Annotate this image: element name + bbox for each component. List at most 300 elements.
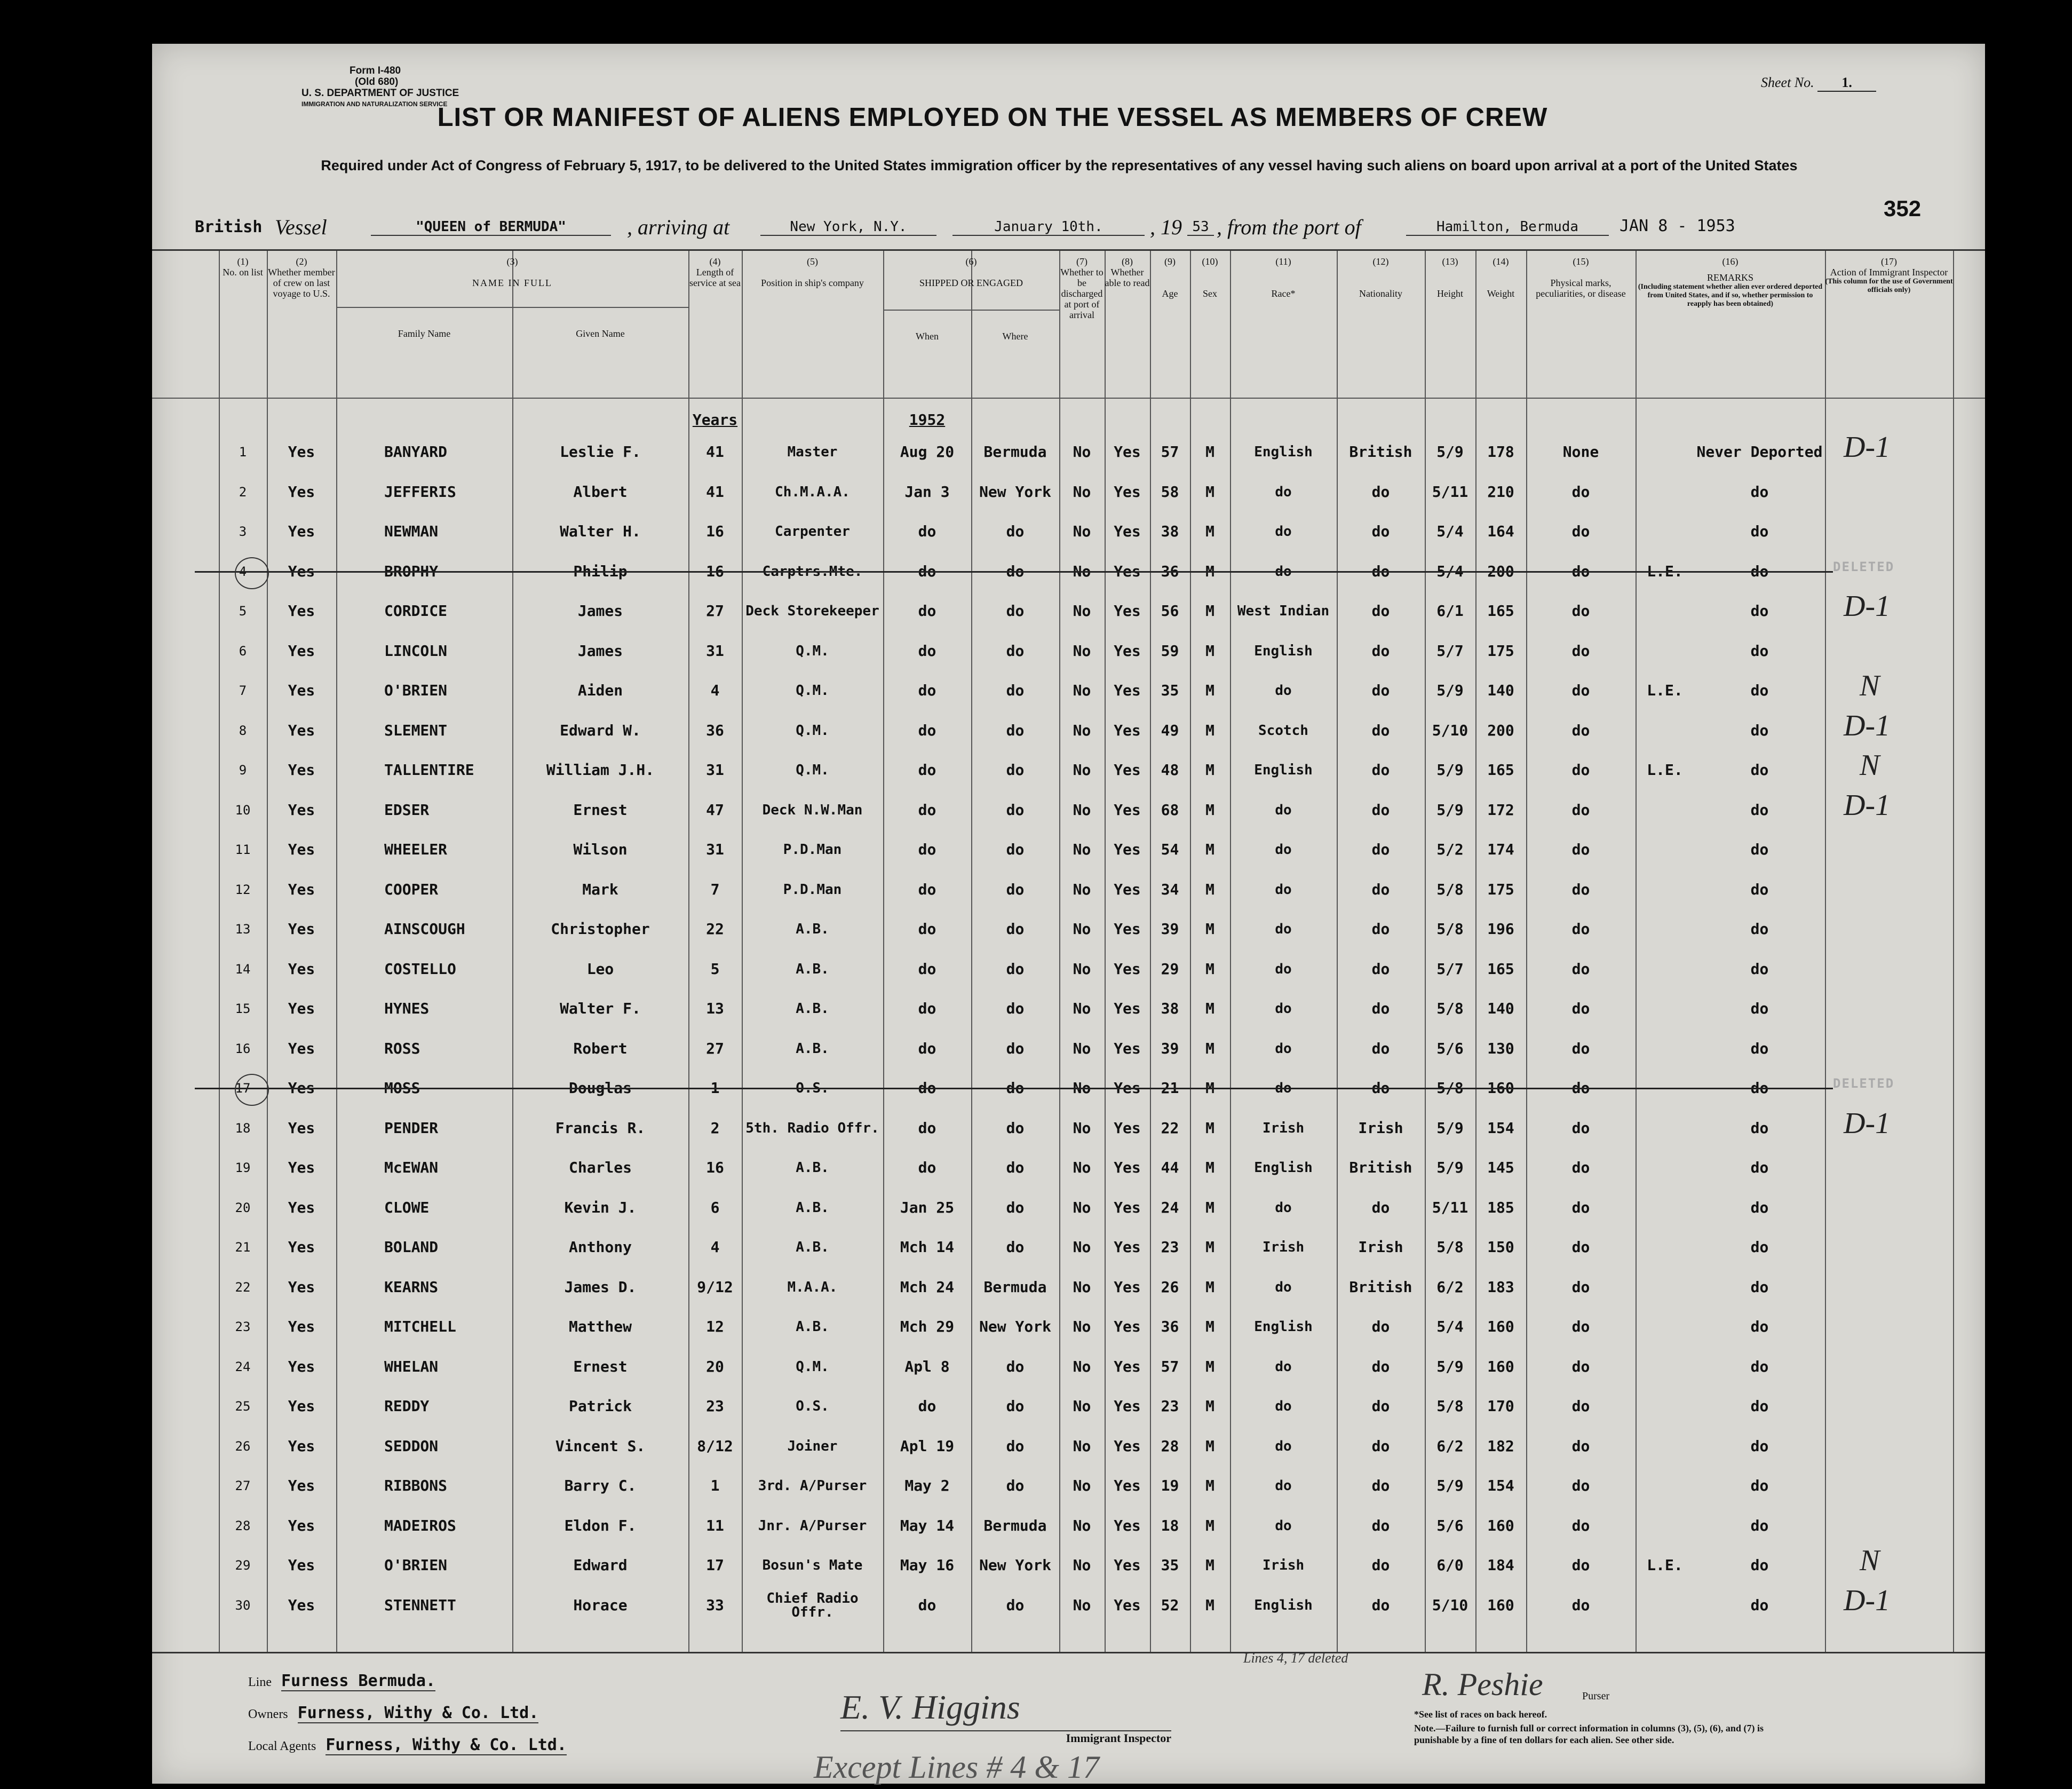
cell-sex: M: [1205, 1159, 1214, 1176]
cell-read: Yes: [1114, 1238, 1141, 1256]
cell-where: do: [1006, 1238, 1025, 1256]
cell-sex: M: [1205, 642, 1214, 660]
cell-remarks: do: [1750, 801, 1769, 819]
strike-through-line: [195, 571, 1833, 573]
cell-crew: Yes: [288, 1000, 315, 1017]
cell-marks: do: [1571, 880, 1590, 898]
table-row: [152, 1307, 1985, 1347]
cell-when: May 14: [900, 1516, 955, 1534]
cell-given: Douglas: [568, 1079, 632, 1097]
cell-marks: do: [1571, 1238, 1590, 1256]
cell-nationality: British: [1349, 1159, 1412, 1176]
sheet-number-value: 1.: [1817, 75, 1876, 92]
cell-given: James D.: [564, 1278, 637, 1296]
cell-remarks: do: [1750, 1397, 1769, 1415]
cell-remarks: Never Deported: [1696, 443, 1823, 461]
cell-read: Yes: [1114, 1039, 1141, 1057]
cell-crew: Yes: [288, 721, 315, 739]
cell-sex: M: [1205, 1278, 1214, 1296]
cell-service: 1: [710, 1477, 720, 1494]
cell-sex: M: [1205, 920, 1214, 938]
table-row: [152, 1148, 1985, 1188]
cell-nationality: do: [1371, 1198, 1390, 1216]
cell-marks: do: [1571, 1357, 1590, 1375]
cell-where: do: [1006, 1437, 1025, 1455]
cell-nationality: do: [1371, 1437, 1390, 1455]
cell-read: Yes: [1114, 1159, 1141, 1176]
cell-position: Q.M.: [796, 762, 829, 778]
cell-nationality: do: [1371, 1397, 1390, 1415]
cell-discharged: No: [1073, 1238, 1091, 1256]
cell-when: do: [918, 960, 936, 978]
cell-when: May 16: [900, 1556, 955, 1574]
cell-crew: Yes: [288, 1437, 315, 1455]
cell-age: 58: [1161, 482, 1179, 501]
inspector-signature: E. V. Higgins: [840, 1688, 1020, 1726]
cell-when: do: [918, 1596, 936, 1614]
header-position: (5) Position in ship's company: [761, 256, 864, 288]
cell-weight: 196: [1487, 920, 1514, 938]
cell-nationality: do: [1371, 1000, 1390, 1017]
cell-age: 34: [1161, 880, 1179, 898]
cell-discharged: No: [1073, 1596, 1091, 1614]
cell-given: Patrick: [568, 1397, 632, 1415]
cell-weight: 183: [1487, 1278, 1514, 1296]
cell-discharged: No: [1073, 1357, 1091, 1375]
cell-marks: do: [1571, 1516, 1590, 1534]
manifest-sheet: [152, 44, 1985, 1784]
cell-sex: M: [1205, 1477, 1214, 1494]
line-value: Furness Bermuda.: [281, 1672, 436, 1690]
table-row: [152, 1387, 1985, 1426]
cell-service: 9/12: [697, 1278, 733, 1296]
cell-weight: 165: [1487, 761, 1514, 779]
cell-family: CLOWE: [384, 1198, 430, 1216]
cell-age: 24: [1161, 1198, 1179, 1216]
cell-where: do: [1006, 1159, 1025, 1176]
cell-no: 24: [235, 1359, 251, 1374]
cell-family: SEDDON: [384, 1437, 439, 1455]
cell-race: West Indian: [1237, 603, 1330, 619]
cell-height: 5/8: [1436, 1079, 1464, 1097]
cell-weight: 154: [1487, 1477, 1514, 1494]
cell-marks: do: [1571, 1278, 1590, 1296]
cell-race: do: [1275, 961, 1292, 977]
cell-weight: 175: [1487, 880, 1514, 898]
cell-weight: 140: [1487, 682, 1514, 699]
cell-height: 5/9: [1436, 682, 1464, 699]
cell-weight: 160: [1487, 1516, 1514, 1534]
cell-no: 9: [239, 763, 247, 778]
cell-crew: Yes: [288, 880, 315, 898]
cell-position: A.B.: [796, 1319, 829, 1335]
cell-height: 5/2: [1436, 841, 1464, 858]
cell-where: do: [1006, 1198, 1025, 1216]
cell-service: 5: [710, 960, 720, 978]
cell-nationality: Irish: [1358, 1119, 1403, 1137]
cell-position: A.B.: [796, 1199, 829, 1216]
cell-when: Mch 14: [900, 1238, 955, 1256]
cell-race: English: [1254, 1160, 1313, 1176]
cell-crew: Yes: [288, 841, 315, 858]
cell-when: do: [918, 1000, 936, 1017]
cell-marks: do: [1571, 482, 1590, 501]
cell-no: 10: [235, 802, 251, 818]
cell-read: Yes: [1114, 1556, 1141, 1574]
cell-no: 20: [235, 1200, 251, 1215]
cell-height: 5/10: [1432, 721, 1468, 739]
inspector-action-mark: D-1: [1844, 1584, 1891, 1617]
cell-age: 23: [1161, 1397, 1179, 1415]
cell-height: 5/4: [1436, 1318, 1464, 1335]
cell-service: 47: [706, 801, 724, 819]
cell-discharged: No: [1073, 1278, 1091, 1296]
cell-where: New York: [979, 1318, 1051, 1335]
cell-marks: do: [1571, 562, 1590, 580]
cell-sex: M: [1205, 880, 1214, 898]
cell-weight: 210: [1487, 482, 1514, 501]
cell-remarks: do: [1750, 482, 1769, 501]
cell-marks: do: [1571, 682, 1590, 699]
cell-crew: Yes: [288, 1596, 315, 1614]
table-row: [152, 1228, 1985, 1267]
cell-marks: do: [1571, 1000, 1590, 1017]
service-unit-label: Years: [692, 411, 738, 429]
cell-position: Joiner: [787, 1438, 838, 1454]
table-row: [152, 671, 1985, 710]
cell-service: 31: [706, 642, 724, 660]
cell-marks: do: [1571, 1397, 1590, 1415]
cell-read: Yes: [1114, 920, 1141, 938]
punch-hole: [67, 535, 98, 563]
strike-through-line: [195, 1088, 1833, 1089]
cell-race: do: [1275, 1478, 1292, 1494]
lines-deleted-note: Lines 4, 17 deleted: [1243, 1650, 1348, 1666]
cell-position: A.B.: [796, 1040, 829, 1057]
cell-marks: do: [1571, 602, 1590, 620]
cell-position: A.B.: [796, 961, 829, 977]
cell-nationality: do: [1371, 1079, 1390, 1097]
cell-weight: 185: [1487, 1198, 1514, 1216]
cell-weight: 160: [1487, 1596, 1514, 1614]
cell-family: MADEIROS: [384, 1516, 456, 1534]
cell-given: Francis R.: [555, 1119, 646, 1137]
cell-given: Ernest: [573, 1357, 628, 1375]
cell-marks: do: [1571, 1437, 1590, 1455]
cell-when: May 2: [904, 1477, 950, 1494]
inspector-action-mark: D-1: [1844, 709, 1891, 742]
deleted-stamp: DELETED: [1833, 1076, 1895, 1091]
cell-age: 48: [1161, 761, 1179, 779]
cell-remarks: do: [1750, 562, 1769, 580]
cell-age: 22: [1161, 1119, 1179, 1137]
table-row: [152, 1029, 1985, 1068]
cell-age: 28: [1161, 1437, 1179, 1455]
department-name: U. S. DEPARTMENT OF JUSTICE: [301, 88, 459, 99]
cell-discharged: No: [1073, 1039, 1091, 1057]
cell-service: 6: [710, 1198, 720, 1216]
cell-sex: M: [1205, 801, 1214, 819]
cell-family: TALLENTIRE: [384, 761, 474, 779]
cell-when: do: [918, 761, 936, 779]
cell-service: 27: [706, 602, 724, 620]
cell-given: Vincent S.: [555, 1437, 646, 1455]
cell-le: [1636, 1109, 1694, 1148]
cell-crew: Yes: [288, 523, 315, 540]
cell-given: Leo: [586, 960, 614, 978]
cell-read: Yes: [1114, 602, 1141, 620]
table-row: [152, 1506, 1985, 1546]
inspector-action-mark: D-1: [1844, 1106, 1891, 1140]
cell-race: do: [1275, 1279, 1292, 1295]
cell-service: 22: [706, 920, 724, 938]
header-given-name: Given Name: [576, 328, 625, 339]
cell-height: 5/9: [1436, 1159, 1464, 1176]
cell-nationality: do: [1371, 880, 1390, 898]
cell-no: 14: [235, 961, 251, 977]
cell-discharged: No: [1073, 1318, 1091, 1335]
cell-remarks: do: [1750, 1079, 1769, 1097]
cell-when: do: [918, 1039, 936, 1057]
cell-height: 5/4: [1436, 523, 1464, 540]
cell-read: Yes: [1114, 1000, 1141, 1017]
cell-read: Yes: [1114, 880, 1141, 898]
cell-le: [1636, 1148, 1694, 1188]
cell-position: 5th. Radio Offr.: [745, 1120, 879, 1136]
departure-port: Hamilton, Bermuda: [1406, 219, 1609, 236]
cell-nationality: do: [1371, 682, 1390, 699]
cell-where: do: [1006, 920, 1025, 938]
vessel-info-line: [195, 215, 1929, 241]
cell-le: [1636, 631, 1694, 671]
cell-when: Mch 24: [900, 1278, 955, 1296]
cell-where: do: [1006, 801, 1025, 819]
cell-given: Walter F.: [560, 1000, 641, 1017]
cell-where: do: [1006, 642, 1025, 660]
cell-where: do: [1006, 523, 1025, 540]
cell-height: 5/11: [1432, 482, 1468, 501]
cell-where: do: [1006, 682, 1025, 699]
cell-nationality: do: [1371, 1318, 1390, 1335]
cell-le: [1636, 1506, 1694, 1546]
table-row: [152, 711, 1985, 750]
cell-race: do: [1275, 921, 1292, 937]
cell-when: do: [918, 841, 936, 858]
cell-le: [1636, 870, 1694, 909]
purser-signature: R. Peshie: [1422, 1667, 1543, 1702]
cell-race: do: [1275, 842, 1292, 858]
cell-race: do: [1275, 484, 1292, 500]
cell-no: 21: [235, 1240, 251, 1255]
cell-position: M.A.A.: [787, 1279, 838, 1295]
cell-height: 5/7: [1436, 960, 1464, 978]
cell-race: do: [1275, 1199, 1292, 1216]
cell-read: Yes: [1114, 801, 1141, 819]
cell-remarks: do: [1750, 1278, 1769, 1296]
cell-le: [1636, 1029, 1694, 1068]
cell-nationality: do: [1371, 562, 1390, 580]
cell-weight: 170: [1487, 1397, 1514, 1415]
cell-discharged: No: [1073, 682, 1091, 699]
cell-family: BANYARD: [384, 443, 448, 461]
cell-where: do: [1006, 1039, 1025, 1057]
cell-no: 17: [235, 1081, 251, 1096]
cell-sex: M: [1205, 761, 1214, 779]
header-race: (11) Race*: [1271, 256, 1296, 299]
cell-where: Bermuda: [983, 1278, 1047, 1296]
table-row: [152, 989, 1985, 1028]
cell-read: Yes: [1114, 1397, 1141, 1415]
cell-family: STENNETT: [384, 1596, 456, 1614]
cell-discharged: No: [1073, 482, 1091, 501]
local-agents-field: Local Agents Furness, Withy & Co. Ltd.: [248, 1736, 567, 1754]
cell-where: do: [1006, 1357, 1025, 1375]
header-no: (1) No. on list: [223, 256, 263, 278]
penalty-note: Note.—Failure to furnish full or correct information in columns (3), (5), (6), and (7) is punishable by a fine of ten dollars for each alien. See other side.: [1414, 1723, 1764, 1745]
cell-remarks: do: [1750, 920, 1769, 938]
cell-family: JEFFERIS: [384, 482, 456, 501]
cell-le: [1636, 949, 1694, 989]
table-row: [152, 1106, 1985, 1148]
cell-position: Carptrs.Mte.: [762, 563, 863, 580]
cell-discharged: No: [1073, 761, 1091, 779]
cell-weight: 200: [1487, 562, 1514, 580]
cell-family: BOLAND: [384, 1238, 439, 1256]
cell-weight: 145: [1487, 1159, 1514, 1176]
cell-le: [1636, 790, 1694, 830]
cell-service: 17: [706, 1556, 724, 1574]
cell-discharged: No: [1073, 880, 1091, 898]
cell-age: 38: [1161, 1000, 1179, 1017]
cell-sex: M: [1205, 1238, 1214, 1256]
cell-discharged: No: [1073, 801, 1091, 819]
cell-sex: M: [1205, 1357, 1214, 1375]
cell-nationality: British: [1349, 443, 1412, 461]
cell-family: NEWMAN: [384, 523, 439, 540]
table-row: [152, 1347, 1985, 1387]
cell-remarks: do: [1750, 1238, 1769, 1256]
cell-crew: Yes: [288, 801, 315, 819]
cell-weight: 160: [1487, 1079, 1514, 1097]
cell-sex: M: [1205, 721, 1214, 739]
cell-family: O'BRIEN: [384, 1556, 448, 1574]
cell-family: WHELAN: [384, 1357, 439, 1375]
cell-remarks: do: [1750, 1477, 1769, 1494]
cell-marks: do: [1571, 523, 1590, 540]
cell-sex: M: [1205, 443, 1214, 461]
cell-given: Wilson: [573, 841, 628, 858]
cell-no: 13: [235, 922, 251, 937]
cell-marks: do: [1571, 1079, 1590, 1097]
cell-remarks: do: [1750, 642, 1769, 660]
cell-sex: M: [1205, 482, 1214, 501]
cell-marks: do: [1571, 1039, 1590, 1057]
cell-where: do: [1006, 841, 1025, 858]
cell-age: 52: [1161, 1596, 1179, 1614]
cell-given: Anthony: [568, 1238, 632, 1256]
cell-weight: 130: [1487, 1039, 1514, 1057]
cell-le: [1636, 1307, 1694, 1347]
cell-weight: 174: [1487, 841, 1514, 858]
cell-when: do: [918, 1119, 936, 1137]
cell-no: 3: [239, 524, 247, 539]
cell-age: 19: [1161, 1477, 1179, 1494]
header-weight: (14) Weight: [1487, 256, 1515, 299]
cell-marks: do: [1571, 642, 1590, 660]
header-name-in-full: (3) NAME IN FULL: [472, 256, 552, 288]
cell-nationality: do: [1371, 1477, 1390, 1494]
cell-read: Yes: [1114, 1477, 1141, 1494]
cell-no: 2: [239, 484, 247, 500]
inspector-action-mark: N: [1860, 669, 1880, 702]
cell-service: 16: [706, 1159, 724, 1176]
cell-le: [1636, 1387, 1694, 1426]
cell-crew: Yes: [288, 1159, 315, 1176]
cell-race: do: [1275, 802, 1292, 818]
cell-discharged: No: [1073, 1477, 1091, 1494]
cell-where: do: [1006, 1119, 1025, 1137]
cell-race: do: [1275, 563, 1292, 580]
header-able-to-read: (8) Whether able to read: [1105, 256, 1150, 288]
cell-read: Yes: [1114, 1596, 1141, 1614]
cell-crew: Yes: [288, 1119, 315, 1137]
cell-race: English: [1254, 444, 1313, 460]
cell-race: do: [1275, 1438, 1292, 1454]
page-number: 352: [1884, 196, 1922, 221]
cell-given: Matthew: [568, 1318, 632, 1335]
cell-crew: Yes: [288, 482, 315, 501]
cell-le: [1636, 711, 1694, 750]
cell-given: Philip: [573, 562, 628, 580]
header-nationality: (12) Nationality: [1359, 256, 1402, 299]
cell-when: do: [918, 880, 936, 898]
cell-no: 30: [235, 1597, 251, 1613]
cell-sex: M: [1205, 1397, 1214, 1415]
cell-nationality: Irish: [1358, 1238, 1403, 1256]
cell-crew: Yes: [288, 1198, 315, 1216]
cell-position: Q.M.: [796, 1358, 829, 1375]
cell-remarks: do: [1750, 1159, 1769, 1176]
cell-crew: Yes: [288, 1039, 315, 1057]
cell-marks: do: [1571, 1198, 1590, 1216]
cell-read: Yes: [1114, 1318, 1141, 1335]
cell-age: 56: [1161, 602, 1179, 620]
cell-le: [1636, 1347, 1694, 1387]
cell-read: Yes: [1114, 443, 1141, 461]
cell-le: [1636, 1427, 1694, 1466]
cell-when: do: [918, 562, 936, 580]
cell-service: 1: [710, 1079, 720, 1097]
cell-read: Yes: [1114, 1119, 1141, 1137]
cell-age: 59: [1161, 642, 1179, 660]
cell-no: 22: [235, 1279, 251, 1295]
cell-weight: 175: [1487, 642, 1514, 660]
header-physical-marks: (15) Physical marks, peculiarities, or disease: [1536, 256, 1626, 299]
cell-sex: M: [1205, 1596, 1214, 1614]
deleted-stamp: DELETED: [1833, 559, 1895, 574]
cell-service: 20: [706, 1357, 724, 1375]
cell-race: do: [1275, 1358, 1292, 1375]
cell-crew: Yes: [288, 1397, 315, 1415]
table-row: [152, 1427, 1985, 1466]
owners-value: Furness, Withy & Co. Ltd.: [297, 1704, 539, 1722]
cell-crew: Yes: [288, 1477, 315, 1494]
cell-service: 16: [706, 523, 724, 540]
cell-given: William J.H.: [546, 761, 655, 779]
header-age: (9) Age: [1162, 256, 1178, 299]
cell-no: 26: [235, 1438, 251, 1454]
cell-discharged: No: [1073, 562, 1091, 580]
